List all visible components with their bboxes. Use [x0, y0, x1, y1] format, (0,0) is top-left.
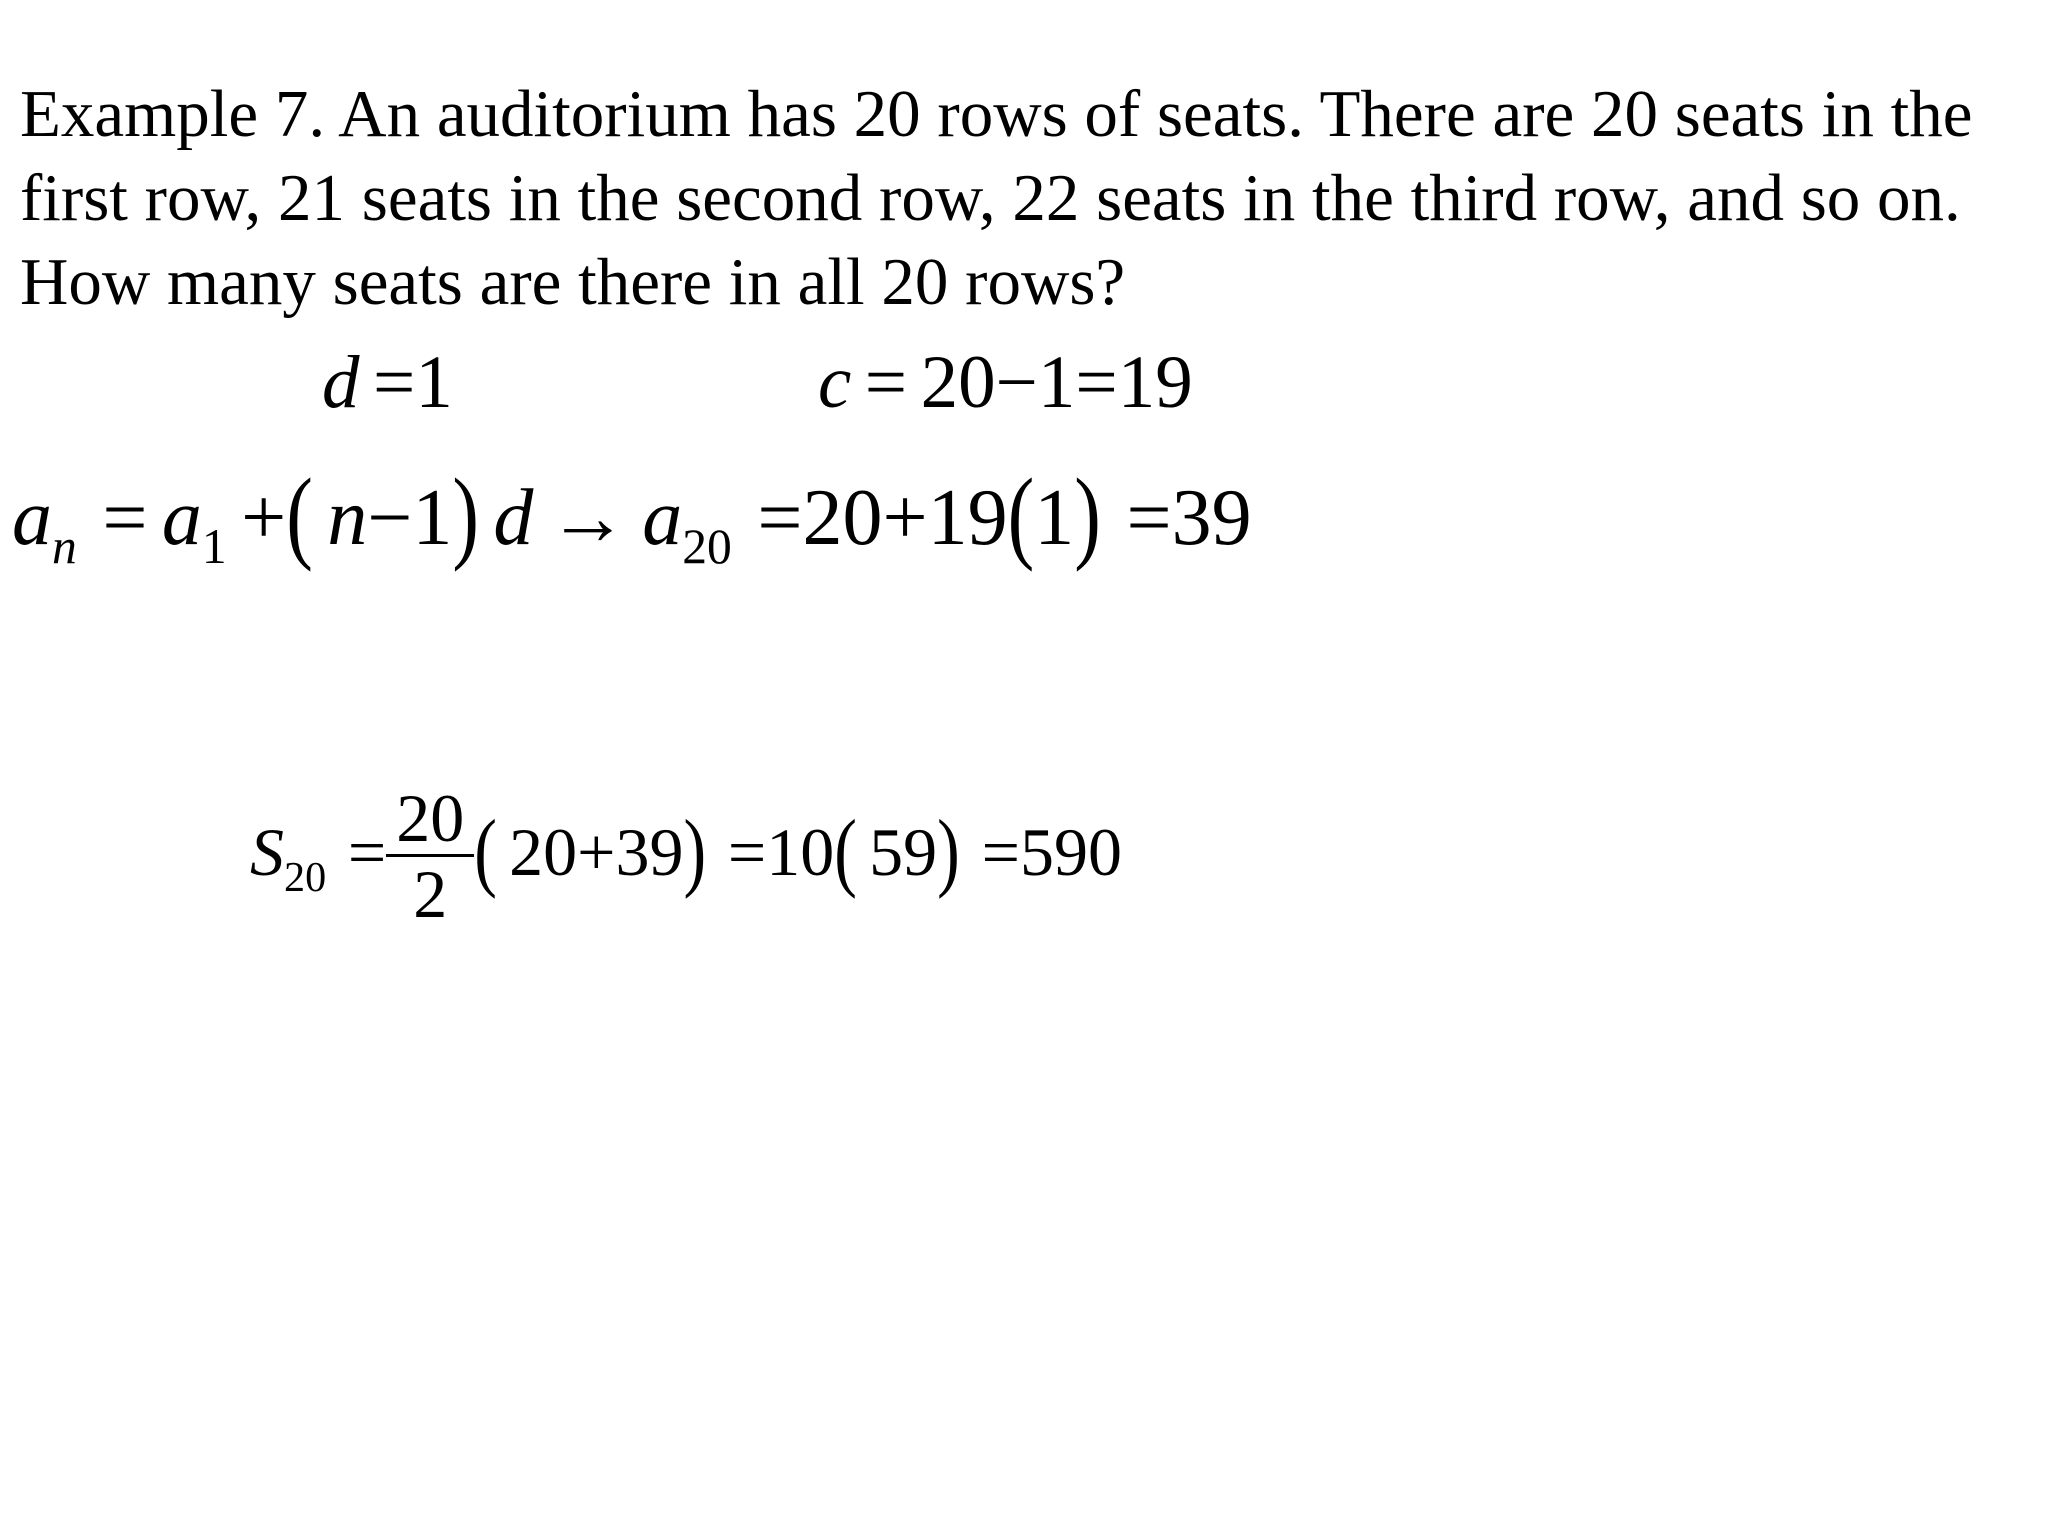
equation-common-difference: [322, 341, 453, 424]
term: 20: [802, 474, 883, 562]
equals-sign: =: [727, 814, 767, 891]
equals-sign: =: [981, 814, 1020, 891]
equation-constant: [818, 341, 1193, 424]
left-paren: (: [286, 458, 313, 573]
equals-sign: =: [347, 814, 387, 891]
subscript-20: 20: [284, 854, 327, 902]
right-paren: ): [452, 458, 480, 573]
equals-sign: =: [757, 474, 803, 562]
var-a: a: [12, 474, 52, 562]
term: 19: [927, 474, 1008, 562]
var-d: d: [493, 474, 534, 562]
left-paren: (: [474, 800, 497, 900]
term: 1: [412, 474, 453, 562]
left-paren: (: [834, 800, 857, 900]
fraction: [386, 780, 474, 933]
var-c: c: [818, 341, 852, 424]
minus-sign: −: [995, 341, 1038, 424]
term: 1: [1034, 474, 1075, 562]
minus-sign: −: [367, 474, 413, 562]
var-n: n: [327, 474, 368, 562]
fraction-numerator: 20: [386, 783, 474, 857]
subscript-20: 20: [682, 518, 732, 574]
result: 590: [1019, 814, 1122, 891]
equals-sign: =: [102, 474, 148, 562]
equation-nth-term: [12, 458, 1252, 574]
plus-sign: +: [577, 814, 616, 891]
var-a: a: [642, 474, 683, 562]
value-d: 1: [415, 341, 453, 424]
term: 20: [920, 341, 996, 424]
problem-statement: Example 7. An auditorium has 20 rows of seats. There are 20 seats in the first row, 21 seats in the second row, 22 seats in the third row, and so on. How many seats are there in all 20 rows?: [20, 77, 1973, 319]
arrow-icon: →: [547, 474, 628, 562]
fraction-denominator: 2: [413, 856, 448, 933]
term: 10: [766, 814, 835, 891]
equals-sign: =: [864, 341, 908, 424]
var-a: a: [161, 474, 202, 562]
equals-sign: =: [373, 341, 416, 424]
subscript-n: n: [52, 518, 77, 574]
right-paren: ): [1074, 458, 1101, 573]
var-s: S: [250, 814, 284, 891]
term: 20: [509, 814, 578, 891]
right-paren: ): [937, 800, 960, 900]
equals-sign: =: [1126, 474, 1172, 562]
term: 59: [869, 814, 938, 891]
term: 1: [1037, 341, 1076, 424]
left-paren: (: [1007, 458, 1035, 573]
equation-series-sum: [250, 780, 1122, 934]
plus-sign: +: [882, 474, 928, 562]
right-paren: ): [683, 800, 707, 900]
plus-sign: +: [241, 474, 287, 562]
result: 19: [1117, 341, 1193, 424]
result: 39: [1171, 474, 1252, 562]
subscript-1: 1: [201, 518, 227, 574]
term: 39: [615, 814, 684, 891]
equals-sign: =: [1075, 341, 1118, 424]
var-d: d: [322, 341, 360, 424]
